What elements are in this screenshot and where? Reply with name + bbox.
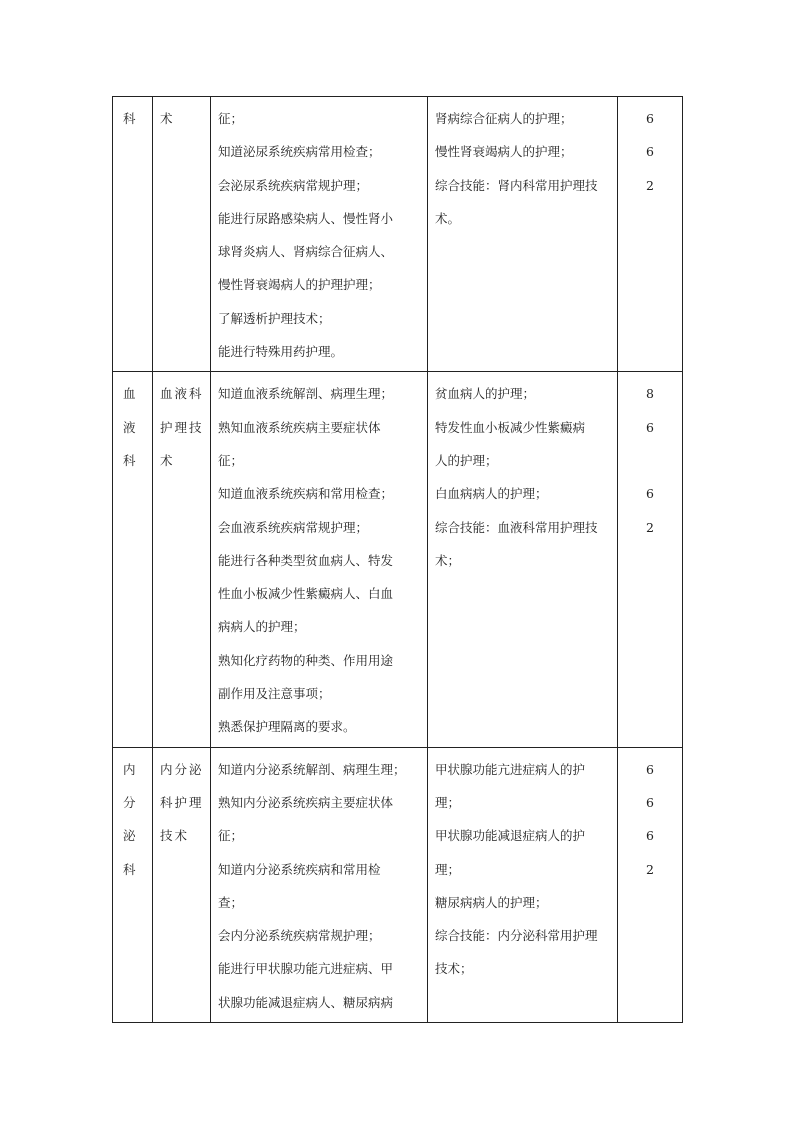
cell-line: 副作用及注意事项； <box>218 686 331 702</box>
course-cell <box>153 747 211 1022</box>
cell-line: 知道血液系统疾病和常用检查； <box>218 486 394 502</box>
cell-line: 能进行各种类型贫血病人、特发 <box>218 552 394 568</box>
cell-line: 6 <box>646 486 654 502</box>
course-table <box>112 96 683 1023</box>
cell-line: 技术； <box>435 961 473 977</box>
cell-line: 8 <box>646 386 654 402</box>
cell-line: 熟知化疗药物的种类、作用用途 <box>218 652 394 668</box>
department-cell <box>113 372 153 747</box>
table-body <box>113 97 683 1023</box>
cell-line: 血液科 <box>160 386 204 402</box>
cell-line: 贫血病人的护理； <box>435 386 536 402</box>
department-cell <box>113 97 153 372</box>
cell-line: 知道泌尿系统疾病常用检查； <box>218 144 381 160</box>
cell-line: 糖尿病病人的护理； <box>435 894 548 910</box>
hours-cell <box>618 747 683 1022</box>
cell-line: 熟悉保护理隔离的要求。 <box>218 719 356 735</box>
cell-line: 会泌尿系统疾病常规护理； <box>218 177 369 193</box>
cell-line: 分 <box>123 794 136 810</box>
cell-line: 肾病综合征病人的护理； <box>435 111 573 126</box>
cell-line: 6 <box>646 419 654 435</box>
cell-line: 2 <box>646 861 654 877</box>
cell-line: 术。 <box>435 210 461 226</box>
cell-line: 征； <box>218 111 244 126</box>
cell-line: 科 <box>123 452 136 468</box>
course-cell <box>153 97 211 372</box>
cell-line: 2 <box>646 519 654 535</box>
content-cell <box>428 372 618 747</box>
cell-line: 液 <box>123 419 136 435</box>
cell-line: 了解透析护理技术； <box>218 310 331 326</box>
cell-line: 科护理 <box>160 794 204 810</box>
cell-line: 会内分泌系统疾病常规护理； <box>218 928 381 944</box>
cell-line: 知道血液系统解剖、病理生理； <box>218 386 394 402</box>
department-cell <box>113 747 153 1022</box>
cell-line: 慢性肾衰竭病人的护理； <box>435 144 573 160</box>
objectives-cell <box>211 97 428 372</box>
cell-line: 特发性血小板减少性紫癜病 <box>435 419 586 435</box>
cell-line: 术； <box>435 552 461 568</box>
cell-line: 综合技能：血液科常用护理技 <box>435 519 598 535</box>
cell-line: 科 <box>123 111 136 126</box>
cell-line: 知道内分泌系统解剖、病理生理； <box>218 761 406 777</box>
cell-line: 综合技能：肾内科常用护理技 <box>435 177 598 193</box>
cell-line: 能进行特殊用药护理。 <box>218 344 344 360</box>
cell-line: 6 <box>646 761 654 777</box>
objectives-cell <box>211 747 428 1022</box>
cell-line: 熟知血液系统疾病主要症状体 <box>218 419 381 435</box>
cell-line: 征； <box>218 828 244 844</box>
cell-line <box>618 447 682 480</box>
cell-line: 知道内分泌系统疾病和常用检 <box>218 861 381 877</box>
cell-line: 2 <box>646 177 654 193</box>
content-cell <box>428 747 618 1022</box>
cell-line: 球肾炎病人、肾病综合征病人、 <box>218 244 394 260</box>
cell-line: 技术 <box>160 828 190 844</box>
table-row <box>113 372 683 747</box>
cell-line: 术 <box>160 452 175 468</box>
cell-line: 术 <box>160 111 175 126</box>
cell-line: 能进行尿路感染病人、慢性肾小 <box>218 210 394 226</box>
cell-line: 慢性肾衰竭病人的护理护理； <box>218 277 381 293</box>
hours-cell <box>618 97 683 372</box>
cell-line: 理； <box>435 794 461 810</box>
table-row <box>113 747 683 1022</box>
cell-line: 科 <box>123 861 136 877</box>
cell-line: 护理技 <box>160 419 204 435</box>
cell-line: 病病人的护理； <box>218 619 306 635</box>
cell-line: 6 <box>646 111 654 126</box>
hours-cell <box>618 372 683 747</box>
cell-line: 6 <box>646 144 654 160</box>
table-row <box>113 97 683 372</box>
cell-line: 熟知内分泌系统疾病主要症状体 <box>218 794 394 810</box>
cell-line: 内分泌 <box>160 761 204 777</box>
cell-line: 性血小板减少性紫癜病人、白血 <box>218 586 394 602</box>
content-cell <box>428 97 618 372</box>
objectives-cell <box>211 372 428 747</box>
cell-line: 内 <box>123 761 136 777</box>
cell-line: 6 <box>646 794 654 810</box>
cell-line: 甲状腺功能亢进症病人的护 <box>435 761 586 777</box>
cell-line: 白血病病人的护理； <box>435 486 548 502</box>
cell-line: 泌 <box>123 828 136 844</box>
cell-line: 能进行甲状腺功能亢进症病、甲 <box>218 961 394 977</box>
course-cell <box>153 372 211 747</box>
cell-line: 会血液系统疾病常规护理； <box>218 519 369 535</box>
cell-line: 查； <box>218 894 244 910</box>
cell-line: 血 <box>123 386 136 402</box>
cell-line: 理； <box>435 861 461 877</box>
cell-line: 状腺功能减退症病人、糖尿病病 <box>218 994 394 1010</box>
cell-line: 征； <box>218 452 244 468</box>
cell-line: 综合技能：内分泌科常用护理 <box>435 928 598 944</box>
cell-line: 6 <box>646 828 654 844</box>
cell-line: 人的护理； <box>435 452 498 468</box>
cell-line: 甲状腺功能减退症病人的护 <box>435 828 586 844</box>
